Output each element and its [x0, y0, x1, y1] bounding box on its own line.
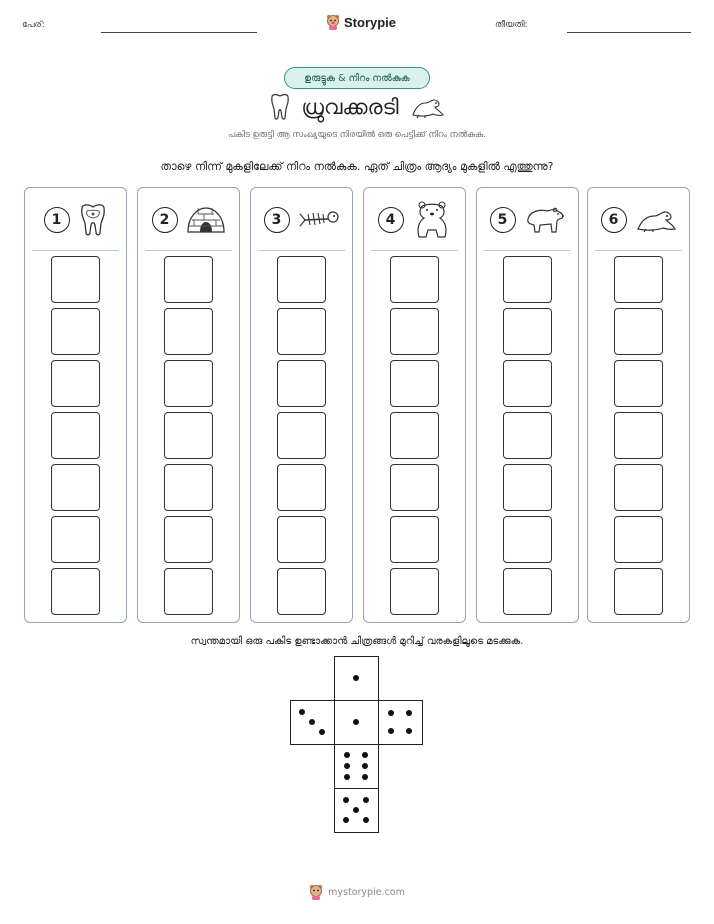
color-box[interactable]	[51, 360, 100, 407]
title-row	[0, 92, 714, 122]
color-box[interactable]	[390, 256, 439, 303]
column-number: 6	[601, 207, 627, 233]
dice-face-1[interactable]	[334, 656, 379, 701]
column-header	[364, 200, 465, 240]
polar-bear-icon	[412, 200, 452, 240]
column-6	[587, 187, 690, 623]
column-1	[24, 187, 127, 623]
fish-bone-icon	[298, 208, 340, 232]
color-box[interactable]	[277, 360, 326, 407]
date-line[interactable]	[567, 32, 691, 33]
igloo-icon	[186, 206, 226, 234]
dice-pip	[344, 752, 350, 758]
color-box[interactable]	[503, 308, 552, 355]
instruction: താഴെ നിന്ന് മുകളിലേക്ക് നിറം നൽകുക. ഏത് ചിത്രം ആദ്യം മുകളിൽ എത്തുന്നു?	[160, 160, 554, 173]
column-number: 4	[378, 207, 404, 233]
subtitle: പകിട ഉരുട്ടി ആ സംഖ്യയുടെ നിരയിൽ ഒരു പെട്ടിക്ക് നിറം നൽകുക.	[228, 130, 486, 140]
column-number: 3	[264, 207, 290, 233]
color-box[interactable]	[277, 464, 326, 511]
color-box[interactable]	[614, 516, 663, 563]
color-box[interactable]	[614, 412, 663, 459]
color-box[interactable]	[51, 464, 100, 511]
footer-url[interactable]: mystorypie.com	[328, 886, 405, 898]
name-line[interactable]	[101, 32, 257, 33]
column-header	[477, 200, 578, 240]
dice-pip	[344, 763, 350, 769]
color-box[interactable]	[51, 516, 100, 563]
bear-mascot-icon	[309, 884, 323, 900]
tooth-icon	[269, 93, 291, 121]
seal-icon	[409, 95, 445, 119]
dice-pip	[353, 719, 359, 725]
dice-pip	[343, 797, 349, 803]
column-number: 1	[44, 207, 70, 233]
dice-pip	[353, 675, 359, 681]
dice-pip	[388, 710, 394, 716]
color-box[interactable]	[51, 256, 100, 303]
color-box[interactable]	[614, 464, 663, 511]
seal-icon	[635, 207, 677, 233]
color-box[interactable]	[503, 516, 552, 563]
brand-name: Storypie	[344, 14, 397, 30]
color-box[interactable]	[277, 256, 326, 303]
color-box[interactable]	[503, 464, 552, 511]
color-box[interactable]	[614, 308, 663, 355]
dice-pip	[362, 763, 368, 769]
race-columns	[24, 187, 690, 623]
color-box[interactable]	[277, 308, 326, 355]
dice-face-1[interactable]	[334, 700, 379, 745]
color-box[interactable]	[51, 308, 100, 355]
column-number: 2	[152, 207, 178, 233]
header	[0, 14, 714, 38]
color-box[interactable]	[164, 516, 213, 563]
color-box[interactable]	[614, 256, 663, 303]
polar-bear-walking-icon	[524, 205, 566, 235]
page-title: ധ്രുവക്കരടി	[301, 94, 399, 119]
color-box[interactable]	[503, 568, 552, 615]
color-box[interactable]	[390, 568, 439, 615]
column-header	[251, 200, 352, 240]
color-box[interactable]	[51, 568, 100, 615]
dice-pip	[406, 728, 412, 734]
column-3	[250, 187, 353, 623]
dice-pip	[388, 728, 394, 734]
color-box[interactable]	[390, 308, 439, 355]
color-box[interactable]	[503, 412, 552, 459]
color-box[interactable]	[164, 412, 213, 459]
column-header	[25, 200, 126, 240]
color-box[interactable]	[51, 412, 100, 459]
color-box[interactable]	[614, 568, 663, 615]
dice-pip	[343, 817, 349, 823]
dice-face-6[interactable]	[334, 744, 379, 789]
color-box[interactable]	[390, 516, 439, 563]
dice-pip	[363, 817, 369, 823]
activity-badge: ഉരുട്ടുക & നിറം നൽകുക	[284, 67, 430, 89]
name-label: പേര്:	[22, 20, 45, 30]
column-header	[588, 200, 689, 240]
color-box[interactable]	[390, 360, 439, 407]
dice-pip	[363, 797, 369, 803]
color-box[interactable]	[164, 464, 213, 511]
column-number: 5	[490, 207, 516, 233]
dice-pip	[309, 719, 315, 725]
dice-pip	[362, 774, 368, 780]
color-box[interactable]	[614, 360, 663, 407]
column-header	[138, 200, 239, 240]
color-box[interactable]	[164, 308, 213, 355]
column-2	[137, 187, 240, 623]
dice-face-4[interactable]	[378, 700, 423, 745]
color-box[interactable]	[164, 256, 213, 303]
footer	[0, 884, 714, 900]
color-box[interactable]	[277, 412, 326, 459]
brand-logo	[326, 14, 396, 30]
cut-instruction: സ്വന്തമായി ഒരു പകിട ഉണ്ടാക്കാൻ ചിത്രങ്ങൾ മുറിച്ച് വരകളിലൂടെ മടക്കുക.	[190, 636, 524, 647]
dice-pip	[344, 774, 350, 780]
color-box[interactable]	[164, 360, 213, 407]
color-box[interactable]	[277, 516, 326, 563]
bear-mascot-icon	[326, 14, 340, 30]
tooth-icon	[78, 203, 108, 237]
color-box[interactable]	[503, 360, 552, 407]
column-5	[476, 187, 579, 623]
dice-pip	[299, 709, 305, 715]
color-box[interactable]	[390, 412, 439, 459]
date-label: തീയതി:	[495, 20, 528, 30]
color-box[interactable]	[503, 256, 552, 303]
dice-face-5[interactable]	[334, 788, 379, 833]
dice-pip	[319, 729, 325, 735]
color-box[interactable]	[164, 568, 213, 615]
column-4	[363, 187, 466, 623]
dice-pip	[406, 710, 412, 716]
color-box[interactable]	[277, 568, 326, 615]
dice-pip	[362, 752, 368, 758]
dice-pip	[353, 807, 359, 813]
dice-face-3[interactable]	[290, 700, 335, 745]
color-box[interactable]	[390, 464, 439, 511]
